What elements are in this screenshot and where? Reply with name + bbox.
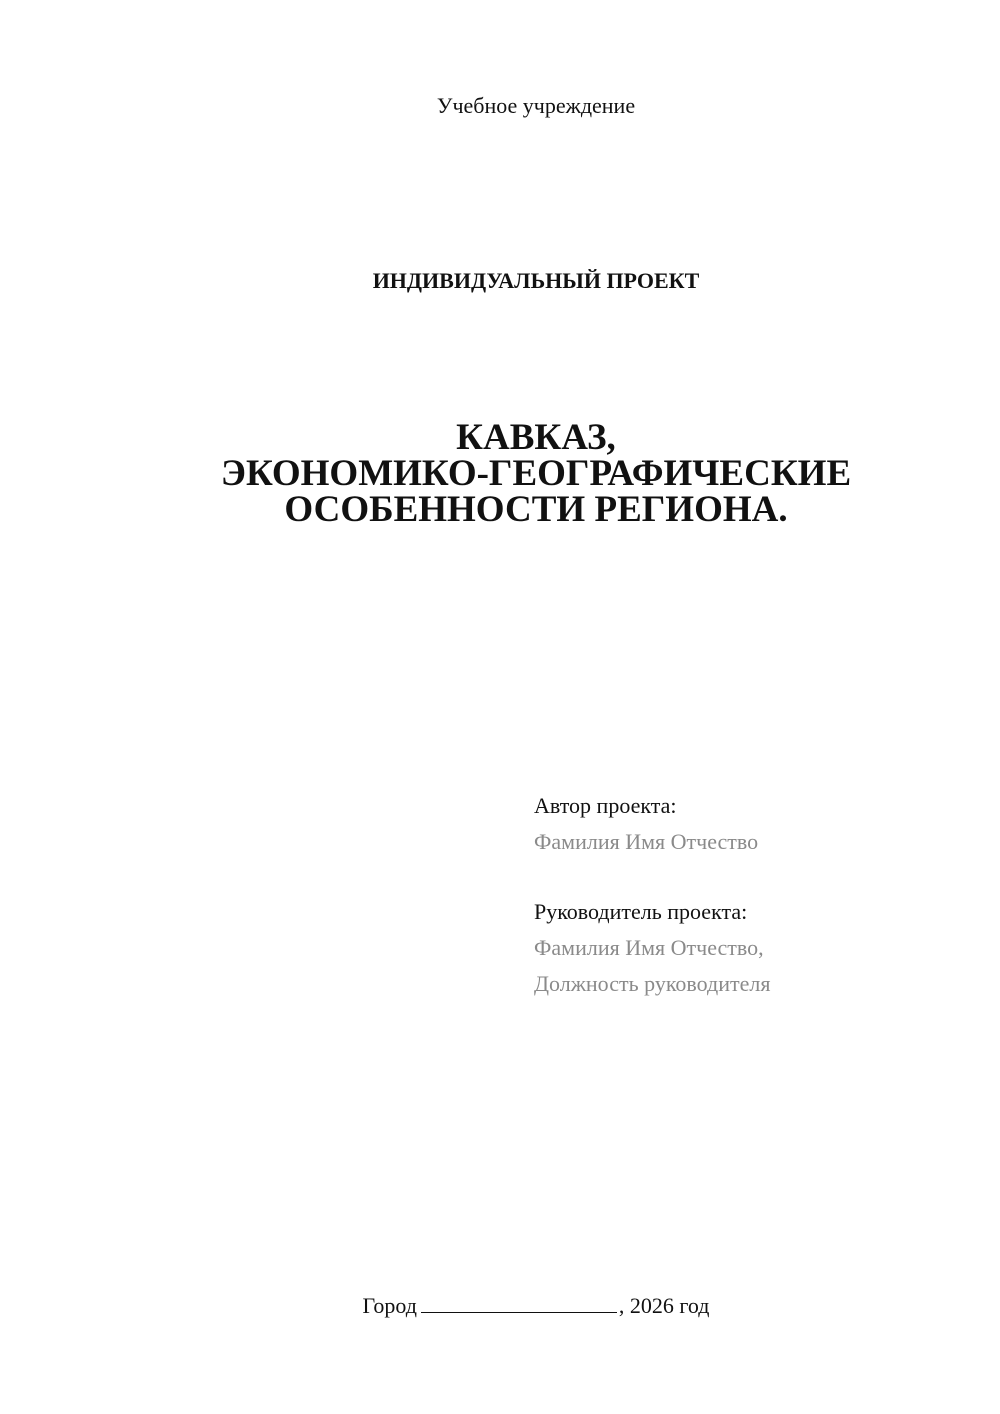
info-spacer (534, 860, 974, 894)
title-line-2: ЭКОНОМИКО-ГЕОГРАФИЧЕСКИЕ (220, 453, 852, 494)
supervisor-label: Руководитель проекта: (534, 899, 748, 924)
city-blank-line (421, 1290, 617, 1313)
institution-name: Учебное учреждение (436, 93, 636, 118)
project-info-block (534, 788, 974, 1002)
author-label: Автор проекта: (534, 793, 677, 818)
document-type-heading: ИНДИВИДУАЛЬНЫЙ ПРОЕКТ (372, 268, 700, 293)
year-text: , 2026 год (618, 1293, 710, 1318)
author-name-placeholder: Фамилия Имя Отчество (534, 829, 759, 854)
footer-city-year (0, 1290, 1000, 1321)
project-title (0, 417, 1000, 530)
title-line-1: КАВКАЗ, (456, 417, 616, 458)
title-line-3: ОСОБЕННОСТИ РЕГИОНА. (284, 489, 788, 530)
supervisor-position-placeholder: Должность руководителя (534, 971, 771, 996)
supervisor-name-placeholder: Фамилия Имя Отчество, (534, 935, 764, 960)
city-label: Город (362, 1293, 417, 1318)
